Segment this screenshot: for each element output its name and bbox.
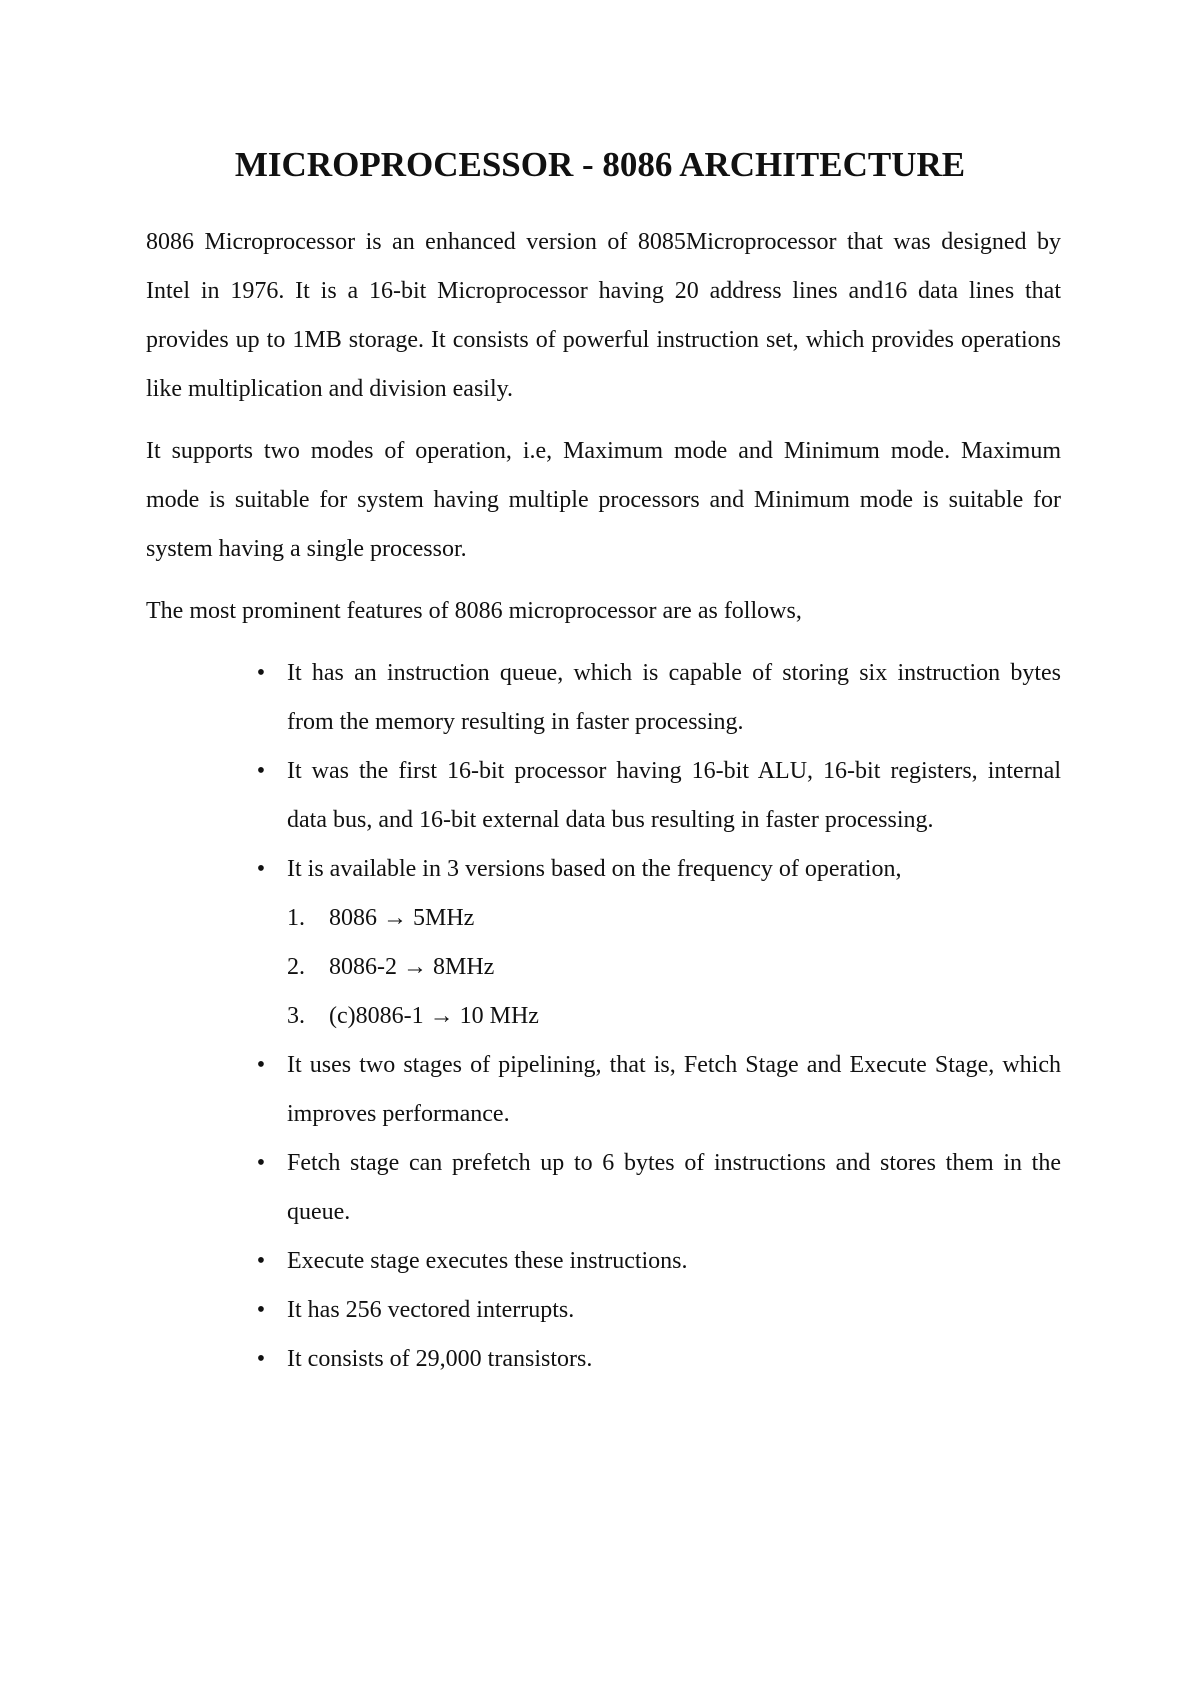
bullet-icon: •: [256, 660, 266, 686]
list-item: [256, 1335, 1061, 1384]
bullet-icon: •: [256, 1052, 266, 1078]
list-item: [256, 845, 1061, 1041]
bullet-icon: •: [256, 1150, 266, 1176]
bullet-icon: •: [256, 1248, 266, 1274]
list-item: [287, 992, 1061, 1041]
bullet-icon: •: [256, 856, 266, 882]
list-item: [287, 894, 1061, 943]
version-text: 8086-2 → 8MHz: [329, 954, 495, 980]
modes-paragraph: It supports two modes of operation, i.e, Maximum mode and Minimum mode. Maximum mode is suitable for system having multiple processors and Minimum mode is suitable for system having a single processor.: [146, 438, 1061, 562]
feature-text: It is available in 3 versions based on the frequency of operation,: [287, 856, 902, 882]
list-item: [256, 649, 1061, 747]
list-item: [256, 1041, 1061, 1139]
feature-text: Execute stage executes these instructions.: [287, 1248, 688, 1274]
feature-text: It was the first 16-bit processor having 16-bit ALU, 16-bit registers, internal data bus, and 16-bit external data bus resulting in faster processing.: [287, 758, 1061, 833]
list-item: [256, 1286, 1061, 1335]
version-text: 8086 → 5MHz: [329, 905, 475, 931]
list-item: [256, 747, 1061, 845]
feature-text: It consists of 29,000 transistors.: [287, 1346, 593, 1372]
feature-text: Fetch stage can prefetch up to 6 bytes of instructions and stores them in the queue.: [287, 1150, 1061, 1225]
list-item: [256, 1139, 1061, 1237]
bullet-icon: •: [256, 758, 266, 784]
feature-text: It uses two stages of pipelining, that is, Fetch Stage and Execute Stage, which improves performance.: [287, 1052, 1061, 1127]
feature-text: It has an instruction queue, which is capable of storing six instruction bytes from the memory resulting in faster processing.: [287, 660, 1061, 735]
feature-text: It has 256 vectored interrupts.: [287, 1297, 575, 1323]
list-number: 1.: [287, 905, 305, 931]
list-item: [256, 1237, 1061, 1286]
version-text: (c)8086-1 → 10 MHz: [329, 1003, 539, 1029]
document-body: [146, 218, 1061, 1384]
versions-list: [287, 894, 1061, 1041]
document-title: MICROPROCESSOR - 8086 ARCHITECTURE: [234, 145, 966, 184]
intro-paragraph: 8086 Microprocessor is an enhanced version of 8085Microprocessor that was designed by Intel in 1976. It is a 16-bit Microprocessor having 20 address lines and16 data lines that provides up to 1MB storage. It consists of powerful instruction set, which provides operations like multiplication and division easily.: [146, 229, 1061, 402]
bullet-icon: •: [256, 1346, 266, 1372]
list-item: [287, 943, 1061, 992]
list-number: 3.: [287, 1003, 305, 1029]
list-number: 2.: [287, 954, 305, 980]
features-intro-paragraph: The most prominent features of 8086 microprocessor are as follows,: [146, 598, 802, 624]
features-list: [146, 649, 1061, 1384]
bullet-icon: •: [256, 1297, 266, 1323]
